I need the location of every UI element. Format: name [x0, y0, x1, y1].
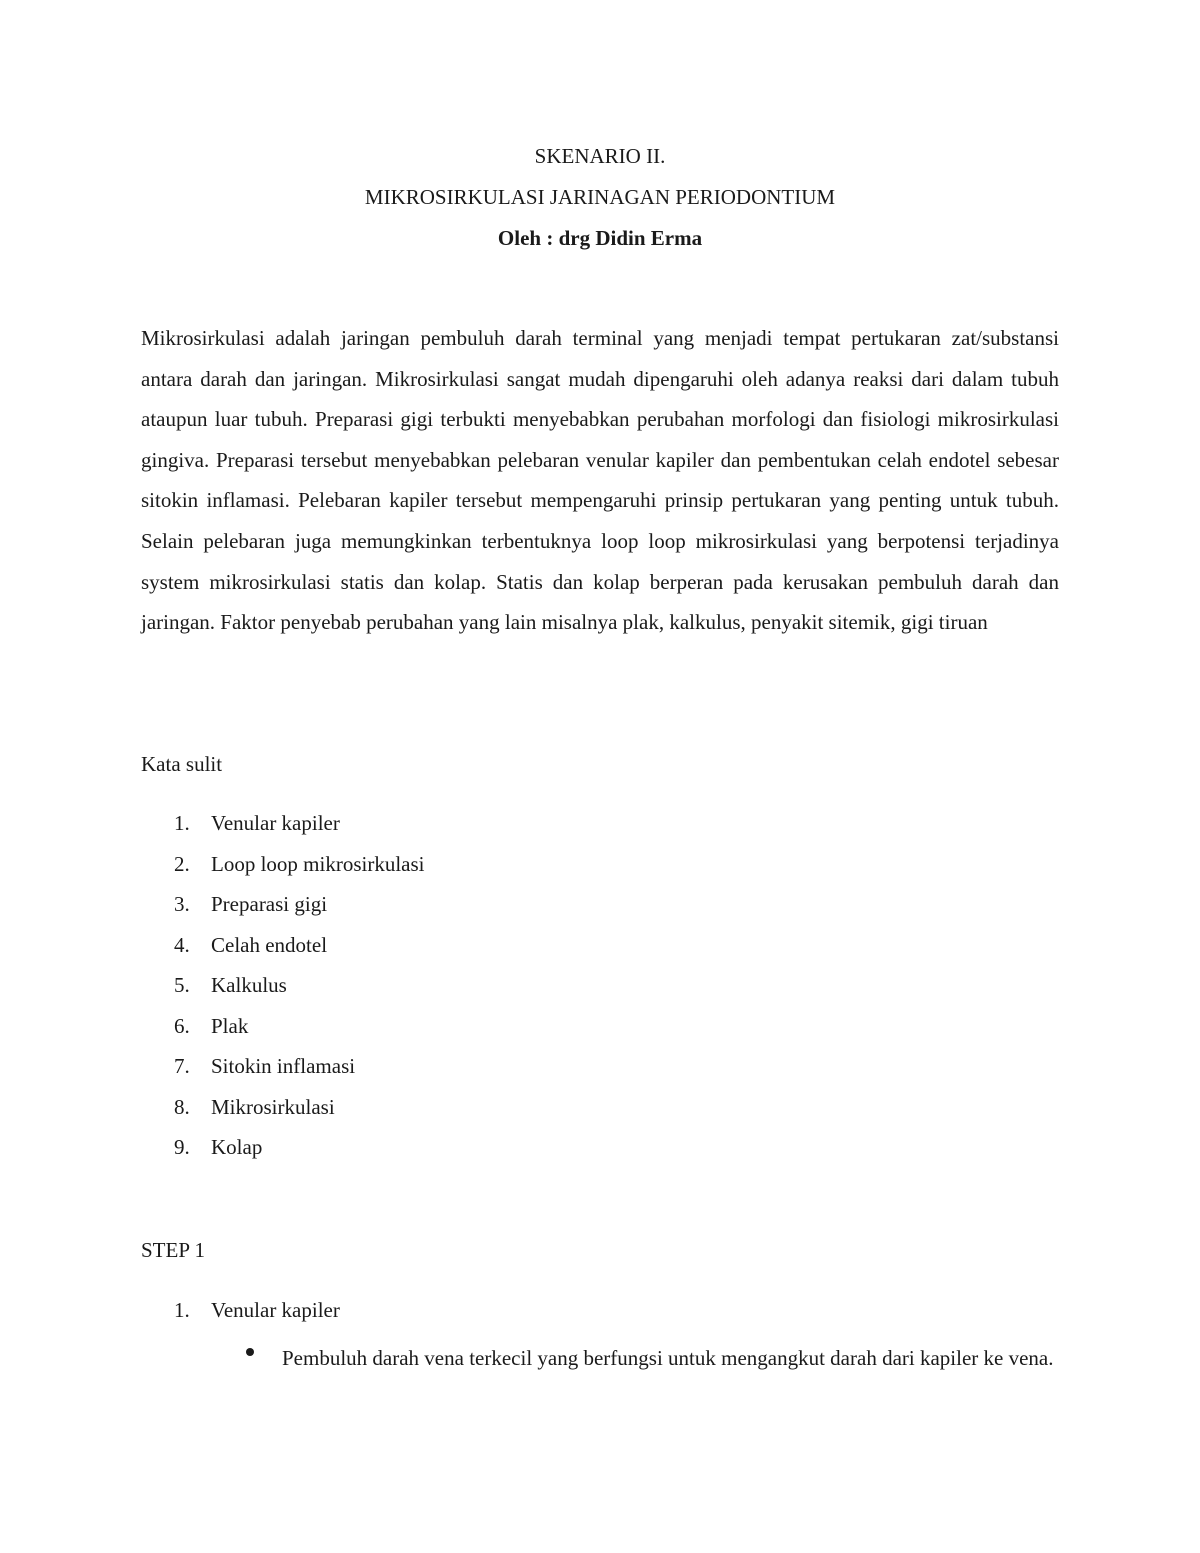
list-item: [0, 932, 1200, 973]
list-item: [0, 810, 1200, 851]
list-item-text: Venular kapiler: [211, 811, 340, 835]
document-title: SKENARIO II.: [534, 144, 666, 168]
list-item-text: Sitokin inflamasi: [211, 1054, 356, 1078]
list-item-number: 3.: [174, 892, 190, 916]
list-item-number: 4.: [174, 932, 190, 957]
list-item-number: 6.: [174, 1013, 190, 1038]
list-item: [0, 1094, 1200, 1135]
list-item-number: 1.: [174, 811, 190, 835]
list-item: [0, 1134, 1200, 1175]
kata-sulit-label: Kata sulit: [141, 752, 223, 776]
list-item-number: 2.: [174, 851, 190, 876]
list-item-text: Celah endotel: [211, 932, 328, 957]
step1-list: [0, 1297, 1200, 1338]
list-item: [0, 1053, 1200, 1094]
intro-paragraph: Mikrosirkulasi adalah jaringan pembuluh darah terminal yang menjadi tempat pertukaran zat/substansi antara darah dan jaringan. Mikrosirkulasi sangat mudah dipengaruhi oleh adanya reaksi dari dalam tubuh ataupun luar tubuh. Preparasi gigi terbukti menyebabkan perubahan morfologi dan fisiologi mikrosirkulasi gingiva. Preparasi tersebut menyebabkan pelebaran venular kapiler dan pembentukan celah endotel sebesar sitokin inflamasi. Pelebaran kapiler tersebut mempengaruhi prinsip pertukaran yang penting untuk tubuh. Selain pelebaran juga memungkinkan terbentuknya loop loop mikrosirkulasi yang berpotensi terjadinya system mikrosirkulasi statis dan kolap. Statis dan kolap berperan pada kerusakan pembuluh darah dan jaringan. Faktor penyebab perubahan yang lain misalnya plak, kalkulus, penyakit sitemik, gigi tiruan: [141, 326, 1059, 635]
document-subtitle: MIKROSIRKULASI JARINAGAN PERIODONTIUM: [364, 185, 836, 209]
list-item: [0, 972, 1200, 1013]
list-item-text: Plak: [211, 1013, 249, 1038]
list-item-number: 8.: [174, 1094, 190, 1119]
list-item-number: 1.: [174, 1298, 190, 1322]
list-item-text: Preparasi gigi: [211, 892, 328, 916]
step1-label: STEP 1: [141, 1238, 205, 1262]
list-item-text: Kalkulus: [211, 973, 287, 997]
list-item: [0, 851, 1200, 892]
list-item-text: Loop loop mikrosirkulasi: [211, 851, 425, 876]
kata-sulit-list: [0, 810, 1200, 1175]
list-item: [0, 891, 1200, 932]
bullet-icon: [246, 1348, 254, 1356]
step1-bullet-text: Pembuluh darah vena terkecil yang berfungsi untuk mengangkut darah dari kapiler ke vena.: [282, 1346, 1054, 1370]
list-item-text: Venular kapiler: [211, 1298, 340, 1322]
list-item-text: Kolap: [211, 1135, 263, 1159]
list-item: [0, 1297, 1200, 1338]
list-item-number: 5.: [174, 973, 190, 997]
list-item-number: 7.: [174, 1054, 190, 1078]
list-item-text: Mikrosirkulasi: [211, 1094, 335, 1119]
document-author: Oleh : drg Didin Erma: [497, 226, 703, 250]
list-item-number: 9.: [174, 1135, 190, 1159]
list-item: [0, 1013, 1200, 1054]
